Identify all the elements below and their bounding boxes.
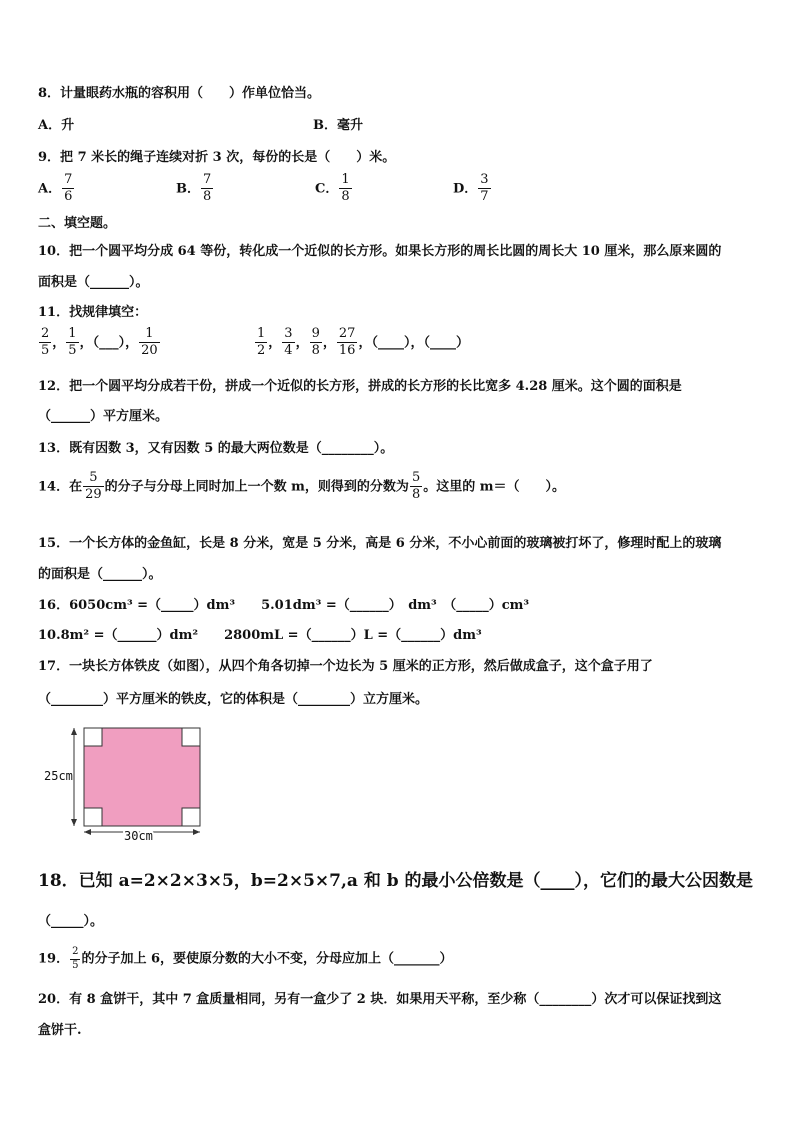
q15-line1: 15．一个长方体的金鱼缸，长是 8 分米，宽是 5 分米，高是 6 分米，不小心前面的玻璃被打坏了，修理时配上的玻璃 bbox=[38, 536, 722, 551]
q11-sequence-2: $\frac{1}{2}$ ， $\frac{3}{4}$ ， $\frac{9}{8}$ ， $\frac{27}{16}$ ，（____），（____） bbox=[257, 326, 469, 359]
q17-line1: 17．一块长方体铁皮（如图），从四个角各切掉一个边长为 5 厘米的正方形，然后做成盒子，这个盒子用了 bbox=[38, 659, 653, 674]
q9-option-a: A． $\frac{7}{6}$ bbox=[38, 172, 73, 205]
fraction: $\frac{3}{7}$ bbox=[480, 172, 489, 205]
q12-line1: 12．把一个圆平均分成若干份，拼成一个近似的长方形，拼成的长方形的长比宽多 4.28 厘米。这个圆的面积是 bbox=[38, 379, 682, 394]
q8-text: 8．计量眼药水瓶的容积用（ ）作单位恰当。 bbox=[38, 86, 321, 101]
arrow-up-icon bbox=[71, 728, 77, 735]
fraction: $\frac{7}{8}$ bbox=[203, 172, 212, 205]
cut-corner-square bbox=[84, 728, 102, 746]
arrow-down-icon bbox=[71, 819, 77, 826]
arrow-left-icon bbox=[84, 829, 91, 835]
q12-line2: （______）平方厘米。 bbox=[38, 409, 169, 424]
q9-option-c: C． $\frac{1}{8}$ bbox=[315, 172, 350, 205]
width-label: 30cm bbox=[124, 829, 153, 843]
fraction: $\frac{27}{16}$ bbox=[338, 326, 356, 359]
cut-corner-square bbox=[182, 808, 200, 826]
cut-corner-square bbox=[182, 728, 200, 746]
fraction: $\frac{9}{8}$ bbox=[311, 326, 320, 359]
q15-line2: 的面积是（______）。 bbox=[38, 567, 162, 582]
fraction: $\frac{7}{6}$ bbox=[64, 172, 73, 205]
fraction: $\frac{2}{5}$ bbox=[41, 326, 50, 359]
q11-sequence-1: $\frac{2}{5}$ ， $\frac{1}{5}$ ，（___）， $\frac{1}{20}$ bbox=[41, 326, 158, 359]
q9-text: 9．把 7 米长的绳子连续对折 3 次，每份的长是（ ）米。 bbox=[38, 150, 396, 165]
arrow-right-icon bbox=[193, 829, 200, 835]
q16-line1: 16．6050cm³ =（_____）dm³ 5.01dm³ =（______） dm³ （_____）cm³ bbox=[38, 598, 530, 613]
q14-text: 14．在 $\frac{5}{29}$ 的分子与分母上同时加上一个数 m，则得到的分数为 $\frac{5}{8}$ 。这里的 m＝（ ）。 bbox=[38, 470, 566, 503]
height-label: 25cm bbox=[44, 769, 73, 783]
fraction: $\frac{2}{5}$ bbox=[72, 946, 79, 971]
fraction: $\frac{1}{8}$ bbox=[341, 172, 350, 205]
fraction: $\frac{1}{20}$ bbox=[141, 326, 158, 359]
q9-option-d: D． $\frac{3}{7}$ bbox=[453, 172, 489, 205]
q10-line1: 10．把一个圆平均分成 64 等份，转化成一个近似的长方形。如果长方形的周长比圆的周长大 10 厘米，那么原来圆的 bbox=[38, 244, 722, 259]
q10-line2: 面积是（______）。 bbox=[38, 275, 149, 290]
q13-text: 13．既有因数 3，又有因数 5 的最大两位数是（________）。 bbox=[38, 441, 394, 456]
fraction: $\frac{1}{5}$ bbox=[68, 326, 77, 359]
fraction: $\frac{5}{8}$ bbox=[411, 470, 421, 503]
q16-line2: 10.8m² =（______）dm² 2800mL =（______）L =（______）dm³ bbox=[38, 628, 482, 643]
q8-option-b: B．毫升 bbox=[313, 118, 363, 133]
fraction: $\frac{5}{29}$ bbox=[85, 470, 102, 503]
q18-line1: 18．已知 a=2×2×3×5，b=2×5×7,a 和 b 的最小公倍数是（____），它们的最大公因数是 bbox=[38, 871, 754, 891]
q9-option-b: B． $\frac{7}{8}$ bbox=[176, 172, 212, 205]
q17-figure bbox=[40, 722, 215, 844]
q20-line2: 盒饼干. bbox=[38, 1023, 82, 1038]
q17-line2: （________）平方厘米的铁皮，它的体积是（________）立方厘米。 bbox=[38, 692, 429, 707]
q11-title: 11．找规律填空： bbox=[38, 305, 148, 320]
q19-text: 19． $\frac{2}{5}$ 的分子加上 6，要使原分数的大小不变，分母应加上（_______） bbox=[38, 946, 453, 971]
q18-line2: （_____）。 bbox=[38, 914, 104, 929]
q20-line1: 20．有 8 盒饼干，其中 7 盒质量相同，另有一盒少了 2 块．如果用天平称，至少称（________）次才可以保证找到这 bbox=[38, 992, 722, 1007]
cut-corner-square bbox=[84, 808, 102, 826]
fraction: $\frac{3}{4}$ bbox=[284, 326, 293, 359]
fraction: $\frac{1}{2}$ bbox=[257, 326, 266, 359]
q8-option-a: A．升 bbox=[38, 118, 75, 133]
section-heading: 二、填空题。 bbox=[38, 216, 117, 231]
